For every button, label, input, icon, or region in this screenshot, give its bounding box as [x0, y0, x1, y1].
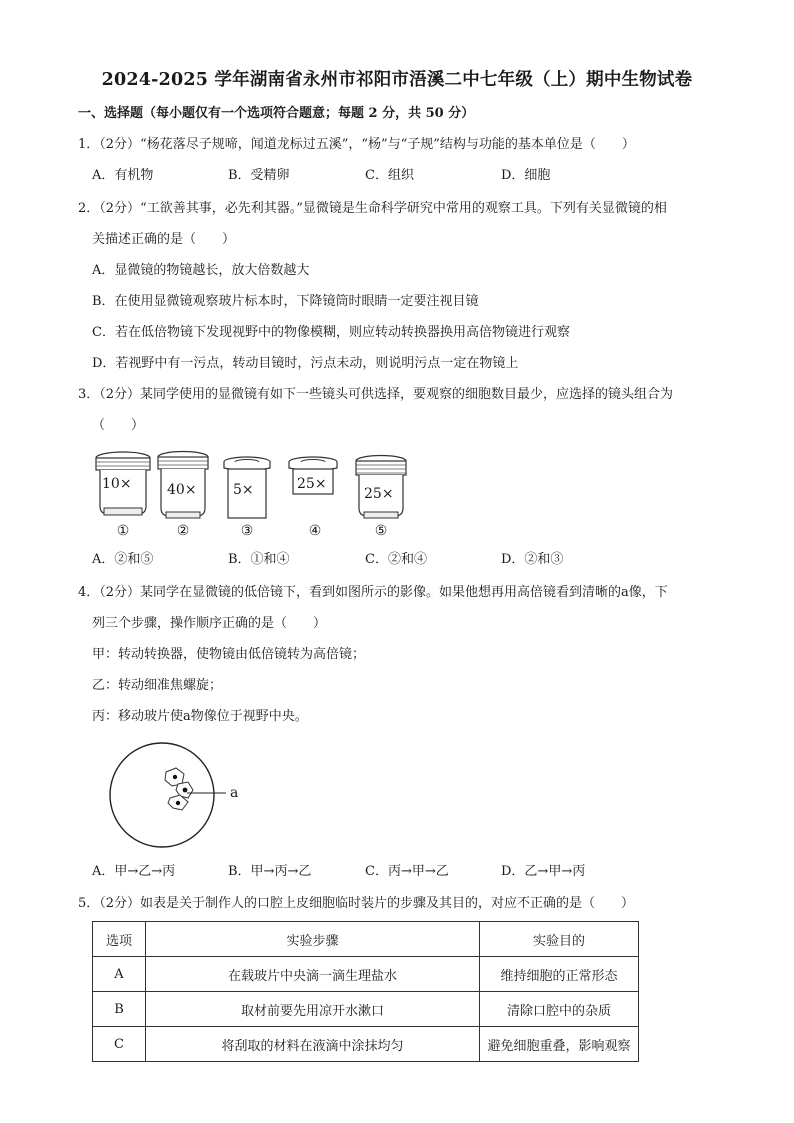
- page-title: 2024-2025 学年湖南省永州市祁阳市浯溪二中七年级（上）期中生物试卷: [101, 70, 693, 90]
- lens-3-number: ③: [240, 523, 254, 539]
- q1-option-a[interactable]: A．有机物: [92, 168, 154, 183]
- q4-option-b[interactable]: B．甲→丙→乙: [228, 864, 312, 879]
- lens-5-number: ⑤: [374, 523, 388, 539]
- lens-4-number: ④: [308, 523, 322, 539]
- q2-option-c[interactable]: C．若在低倍物镜下发现视野中的物像模糊，则应转动转换器换用高倍物镜进行观察: [92, 325, 570, 340]
- microscope-view-figure: [96, 740, 246, 850]
- q4-option-a[interactable]: A．甲→乙→丙: [92, 864, 176, 879]
- q3-option-a[interactable]: A．②和⑤: [92, 552, 154, 567]
- q2-stem-line1: 2．（2分）“工欲善其事，必先利其器。”显微镜是生命科学研究中常用的观察工具。下列有关显微镜的相: [78, 201, 667, 216]
- q4-step-bing: 丙：移动玻片使a物像位于视野中央。: [92, 709, 308, 724]
- q2-option-b[interactable]: B．在使用显微镜观察玻片标本时，下降镜筒时眼睛一定要注视目镜: [92, 294, 479, 309]
- lens-3-label: 5×: [233, 482, 254, 498]
- lens-1-label: 10×: [102, 476, 132, 492]
- header-option: 选项: [93, 922, 146, 957]
- q4-step-yi: 乙：转动细准焦螺旋；: [92, 678, 223, 693]
- q3-stem-line1: 3．（2分）某同学使用的显微镜有如下一些镜头可供选择，要观察的细胞数目最少，应选择的镜头组合为: [78, 387, 674, 402]
- row-a-purpose: 维持细胞的正常形态: [480, 957, 639, 992]
- table-header-row: [93, 922, 639, 957]
- lens-4-label: 25×: [297, 476, 327, 492]
- q3-option-c[interactable]: C．②和④: [365, 552, 427, 567]
- row-b-step: 取材前要先用凉开水漱口: [146, 992, 480, 1027]
- q1-option-d[interactable]: D．细胞: [501, 168, 551, 183]
- lens-1-number: ①: [116, 523, 130, 539]
- q5-table: [92, 921, 639, 1062]
- q2-option-d[interactable]: D．若视野中有一污点，转动目镜时，污点未动，则说明污点一定在物镜上: [92, 356, 519, 371]
- row-b-purpose: 清除口腔中的杂质: [480, 992, 639, 1027]
- row-a-option: A: [93, 957, 146, 992]
- q4-option-c[interactable]: C．丙→甲→乙: [365, 864, 449, 879]
- table-row: [93, 957, 639, 992]
- q1-option-c[interactable]: C．组织: [365, 168, 414, 183]
- table-row: [93, 1027, 639, 1062]
- q4-step-jia: 甲：转动转换器，使物镜由低倍镜转为高倍镜；: [92, 647, 366, 662]
- q5-stem: 5．（2分）如表是关于制作人的口腔上皮细胞临时装片的步骤及其目的，对应不正确的是（ ）: [78, 896, 635, 911]
- row-c-purpose: 避免细胞重叠，影响观察: [480, 1027, 639, 1062]
- row-c-step: 将刮取的材料在液滴中涂抹均匀: [146, 1027, 480, 1062]
- q1-option-b[interactable]: B．受精卵: [228, 168, 290, 183]
- lens-2-label: 40×: [167, 482, 197, 498]
- section-heading: 一、选择题（每小题仅有一个选项符合题意；每题 2 分，共 50 分）: [78, 106, 475, 121]
- lens-5-label: 25×: [364, 486, 394, 502]
- q3-option-d[interactable]: D．②和③: [501, 552, 564, 567]
- row-c-option: C: [93, 1027, 146, 1062]
- header-step: 实验步骤: [146, 922, 480, 957]
- q4-stem-line1: 4．（2分）某同学在显微镜的低倍镜下，看到如图所示的影像。如果他想再用高倍镜看到清晰的a像，下: [78, 585, 668, 600]
- q4-stem-line2: 列三个步骤，操作顺序正确的是（ ）: [92, 616, 327, 631]
- figure-label-a: a: [230, 785, 239, 801]
- row-a-step: 在载玻片中央滴一滴生理盐水: [146, 957, 480, 992]
- q3-stem-line2: （ ）: [92, 418, 145, 433]
- table-row: [93, 992, 639, 1027]
- header-purpose: 实验目的: [480, 922, 639, 957]
- q2-option-a[interactable]: A．显微镜的物镜越长，放大倍数越大: [92, 263, 310, 278]
- q3-option-b[interactable]: B．①和④: [228, 552, 290, 567]
- q1-stem: 1．（2分）“杨花落尽子规啼，闻道龙标过五溪”，“杨”与“子规”结构与功能的基本单位是（ ）: [78, 137, 635, 152]
- lens-2-number: ②: [176, 523, 190, 539]
- row-b-option: B: [93, 992, 146, 1027]
- q4-option-d[interactable]: D．乙→甲→丙: [501, 864, 586, 879]
- q2-stem-line2: 关描述正确的是（ ）: [92, 232, 236, 247]
